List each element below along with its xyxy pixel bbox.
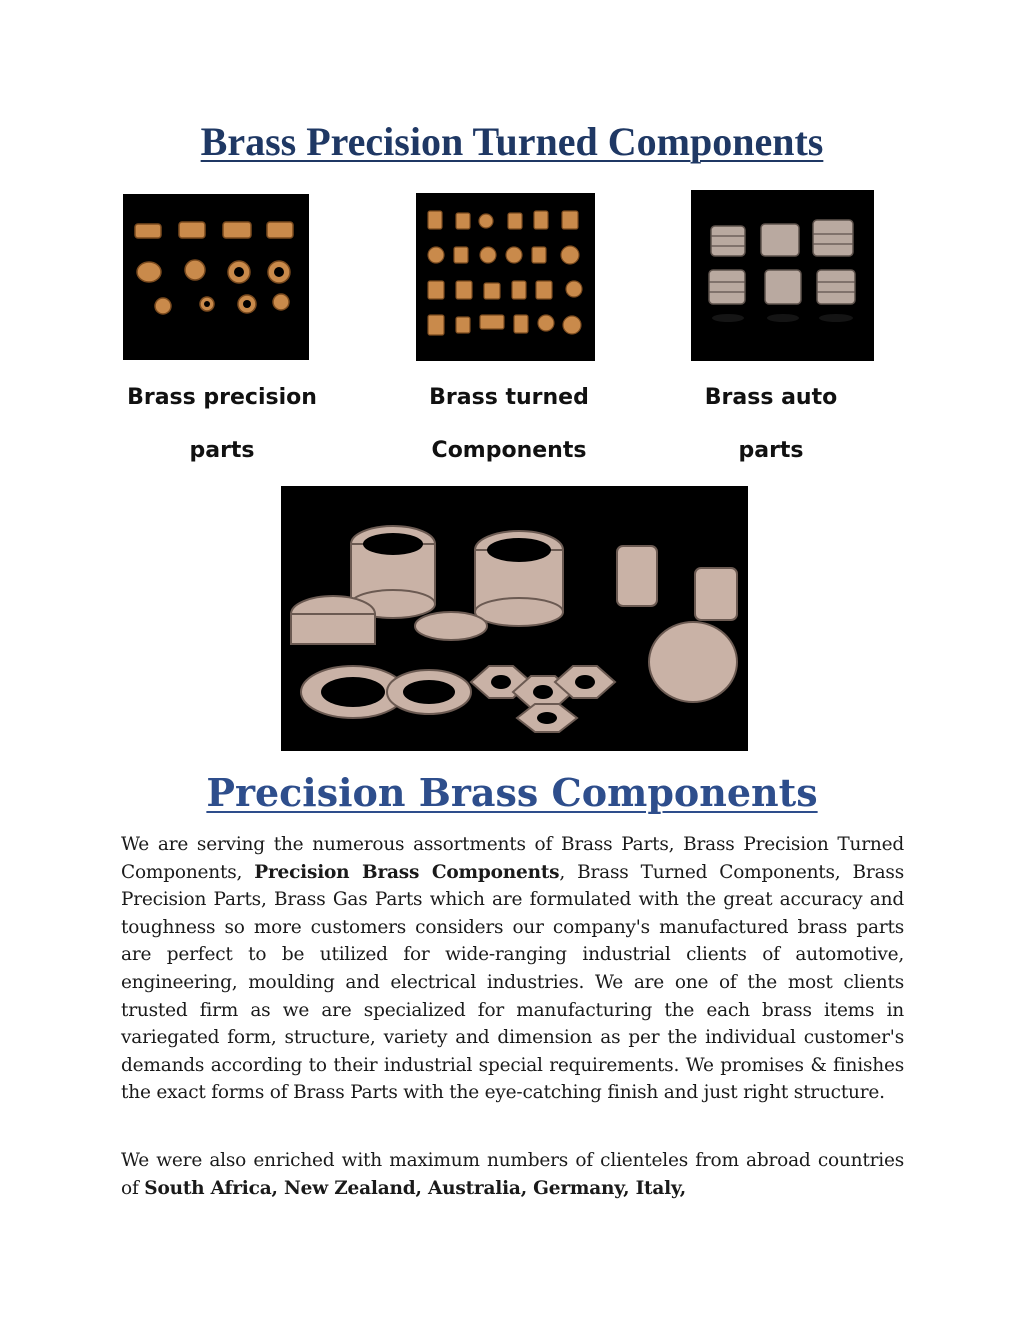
countries-list: South Africa, New Zealand, Australia, Germany, Italy, — [144, 1177, 686, 1199]
page-title: Brass Precision Turned Components — [200, 119, 824, 164]
caption-line: Brass precision — [127, 385, 317, 410]
caption-brass-turned-components — [389, 371, 629, 477]
caption-line: Brass auto — [704, 385, 838, 410]
paragraph-text: We are serving the numerous assortments of Brass Parts, Brass Precision Turned Components, — [121, 834, 904, 883]
caption-line: Components — [431, 438, 587, 463]
brass-auto-parts-image — [691, 190, 874, 361]
brass-turned-components-image — [416, 193, 595, 361]
caption-line: parts — [189, 438, 255, 463]
description-paragraph — [121, 831, 904, 1107]
caption-brass-auto-parts — [651, 371, 891, 477]
highlight-text: Precision Brass Components — [254, 861, 560, 883]
caption-line: Brass turned — [429, 385, 589, 410]
precision-brass-components-image — [281, 486, 748, 751]
brass-precision-parts-image — [123, 194, 309, 360]
caption-brass-precision-parts — [102, 371, 342, 477]
section-title: Precision Brass Components — [206, 770, 818, 815]
paragraph-text: We were also enriched with maximum numbers of clienteles from abroad countries of — [121, 1150, 904, 1199]
paragraph-text: , Brass Turned Components, Brass Precision Parts, Brass Gas Parts which are formulated with the great accuracy and toughness so more customers considers our company's manufactured brass parts are perfect to be utilized for wide-ranging industrial clients of automotive, engineering, moulding and electrical industries. We are one of the most clients trusted firm as we are specialized for manufacturing the each brass items in variegated form, structure, variety and dimension as per the individual customer's demands according to their industrial special requirements. We promises & finishes the exact forms of Brass Parts with the eye-catching finish and just right structure. — [121, 861, 904, 1104]
clientele-paragraph — [121, 1147, 904, 1202]
caption-line: parts — [738, 438, 804, 463]
